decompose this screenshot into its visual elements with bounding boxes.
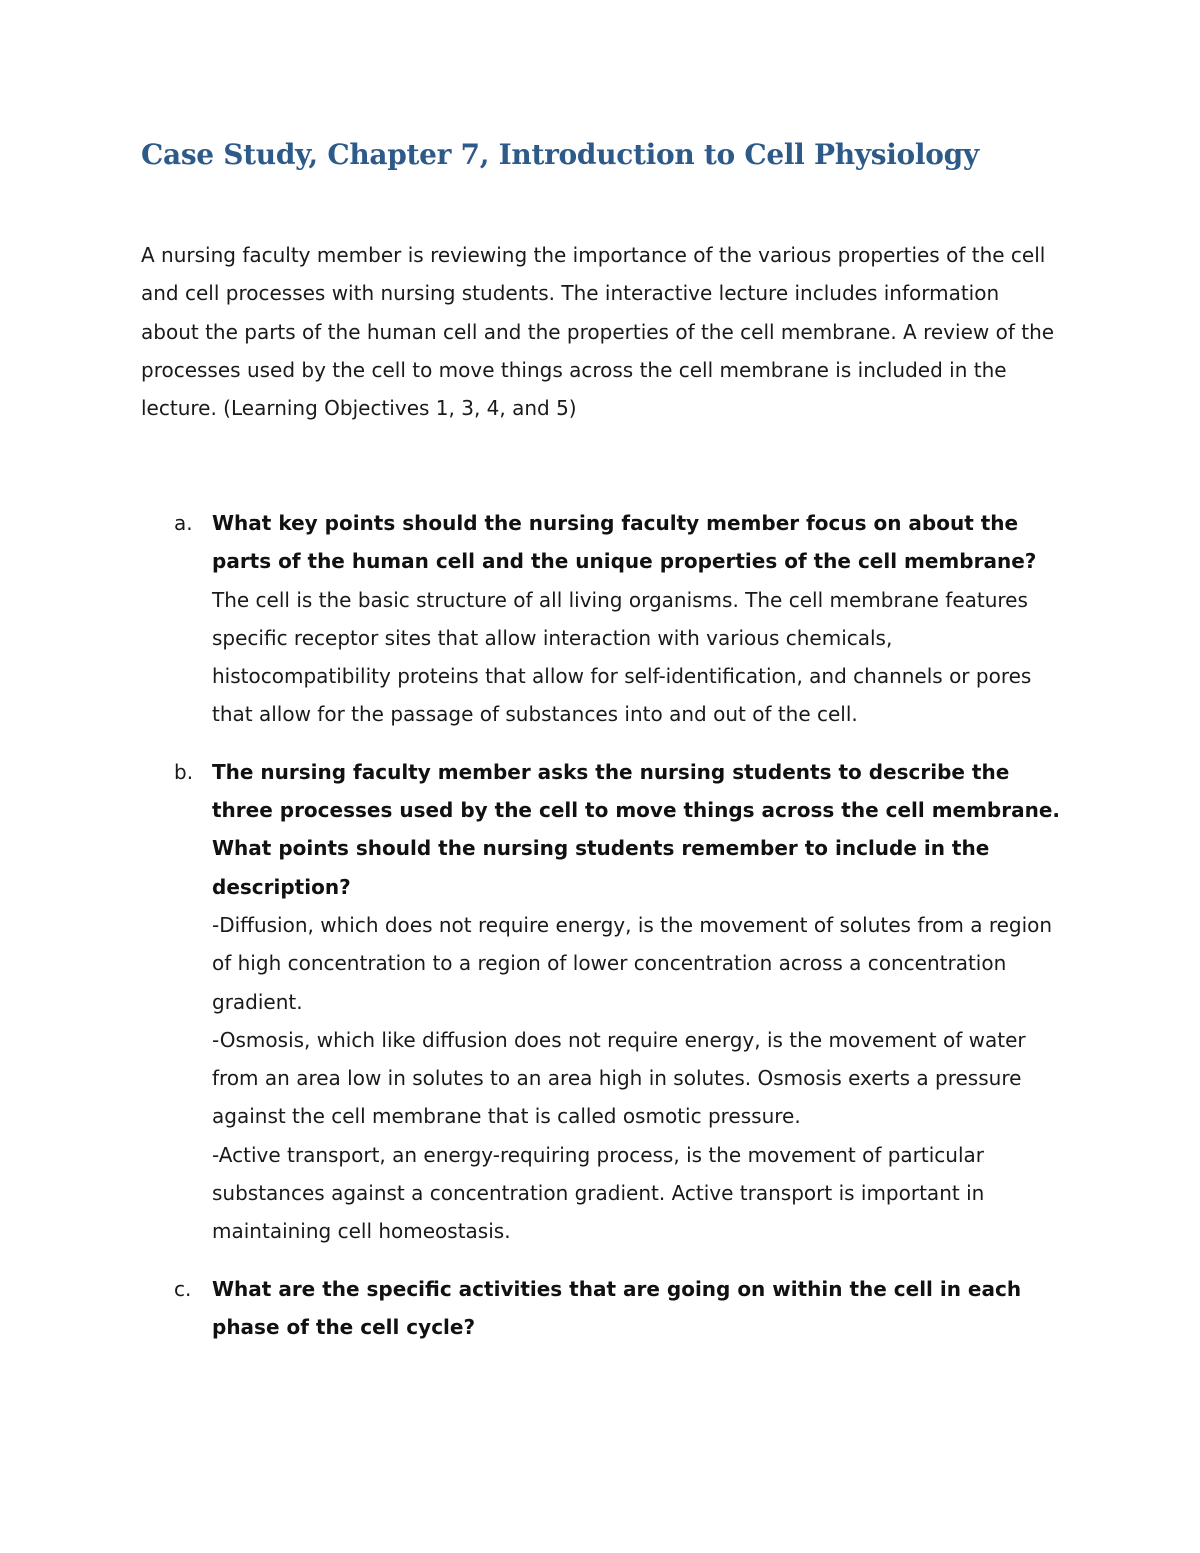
question-marker: c. [174,1276,192,1301]
question-text: What are the specific activities that are going on within the cell in each phase of the cell cycle? [212,1276,1022,1339]
answer-active-transport: -Active transport, an energy-requiring process, is the movement of particular substances against a concentration gradient. Active transport is important in maintaining cell homeostasis. [212,1142,985,1244]
answer-diffusion: -Diffusion, which does not require energy, is the movement of solutes from a region of high concentration to a region of lower concentration across a concentration gradient. [212,912,1053,1014]
question-item-c [141,1270,1061,1347]
answer-osmosis: -Osmosis, which like diffusion does not require energy, is the movement of water from an area low in solutes to an area high in solutes. Osmosis exerts a pressure against the cell membrane that is called osmotic pressure. [212,1027,1026,1129]
intro-paragraph: A nursing faculty member is reviewing the importance of the various properties of the cell and cell processes with nursing students. The interactive lecture includes information about the parts of the human cell and the properties of the cell membrane. A review of the processes used by the cell to move things across the cell membrane is included in the lecture. (Learning Objectives 1, 3, 4, and 5) [141,243,1055,421]
question-item-b [141,753,1061,1251]
question-item-a [141,504,1061,734]
question-list [141,504,1061,1365]
question-marker: b. [174,759,194,784]
answer-paragraph: The cell is the basic structure of all living organisms. The cell membrane features specific receptor sites that allow interaction with various chemicals, histocompatibility proteins that allow for self-identification, and channels or pores that allow for the passage of substances into and out of the cell. [212,587,1032,727]
question-text: What key points should the nursing faculty member focus on about the parts of the human cell and the unique properties of the cell membrane? [212,511,1037,574]
question-text: The nursing faculty member asks the nursing students to describe the three processes used by the cell to move things across the cell membrane. What points should the nursing students remember to include in the description? [212,759,1061,899]
document-title: Case Study, Chapter 7, Introduction to Cell Physiology [141,138,979,171]
question-marker: a. [174,511,193,535]
